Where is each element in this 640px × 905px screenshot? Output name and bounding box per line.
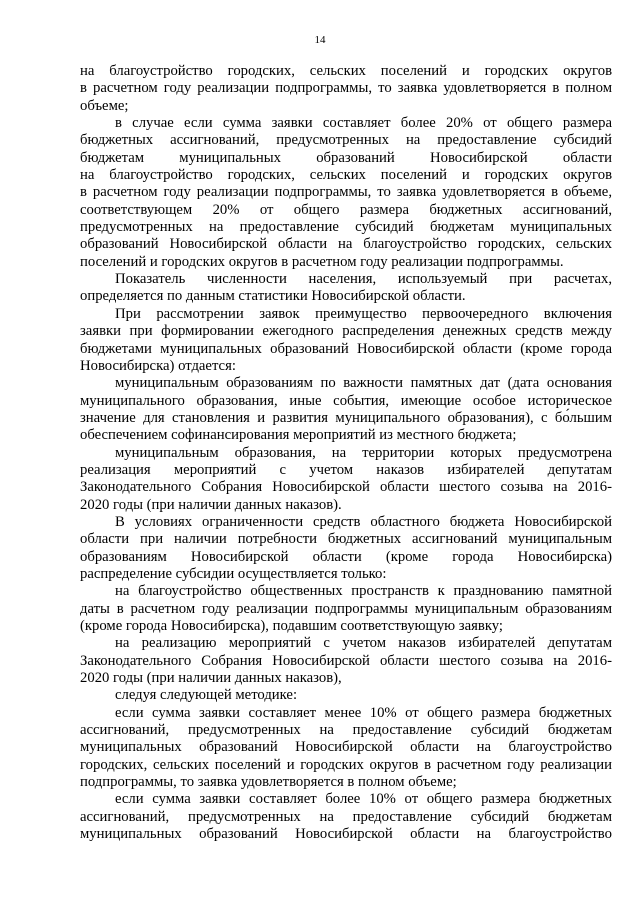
text-line: При рассмотрении заявок преимущество первоочередного включения: [115, 305, 612, 322]
text-line: ассигнований, предусмотренных на предоставление субсидий бюджетам: [80, 808, 612, 825]
text-line: Новосибирска) отдается:: [80, 357, 236, 374]
text-line: объеме;: [80, 97, 129, 114]
text-line: 2020 годы (при наличии данных наказов).: [80, 496, 342, 513]
page-number: 14: [314, 34, 326, 46]
text-line: муниципальных образований Новосибирской области на благоустройство: [80, 739, 612, 756]
text-line: муниципальным образованиям по важности памятных дат (дата основания: [115, 375, 612, 392]
text-line: на реализацию мероприятий с учетом наказов избирателей депутатам: [115, 635, 612, 652]
paragraph: [80, 635, 612, 687]
text-line: определяется по данным статистики Новосибирской области.: [80, 288, 466, 305]
text-line: муниципальным образования, на территории которых предусмотрена: [115, 444, 612, 461]
text-line: если сумма заявки составляет более 10% от общего размера бюджетных: [115, 791, 612, 808]
text-line: бюджетам муниципальных образований Новосибирской области: [80, 149, 612, 166]
paragraph: [80, 791, 612, 843]
text-line: обеспечением софинансирования мероприятий из местного бюджета;: [80, 427, 517, 444]
text-line: бюджетных ассигнований, предусмотренных на предоставление субсидий: [80, 132, 612, 149]
text-line: предусмотренных на предоставление субсидий бюджетам муниципальных: [80, 219, 612, 236]
text-line: заявки при формировании ежегодного распределения денежных средств между: [80, 323, 612, 340]
paragraph: [80, 514, 612, 583]
text-line: Показатель численности населения, используемый при расчетах,: [115, 271, 612, 288]
text-line: в расчетном году реализации подпрограммы, то заявка удовлетворяется в объеме,: [80, 184, 612, 201]
text-line: распределение субсидии осуществляется только:: [80, 565, 387, 582]
text-line: реализация мероприятий с учетом наказов избирателей депутатам: [80, 461, 612, 478]
paragraph: [80, 445, 612, 514]
paragraph: [80, 375, 612, 444]
text-line: (кроме города Новосибирска), подавшим соответствующую заявку;: [80, 618, 503, 634]
text-line: Законодательного Собрания Новосибирской области шестого созыва на 2016-: [80, 652, 612, 669]
paragraph: [80, 115, 612, 271]
paragraph: [80, 271, 612, 306]
text-line: на благоустройство городских, сельских поселений и городских округов: [80, 167, 612, 184]
text-line: В условиях ограниченности средств областного бюджета Новосибирской: [115, 513, 612, 530]
paragraph: [80, 63, 612, 115]
text-line: если сумма заявки составляет менее 10% от общего размера бюджетных: [115, 704, 612, 721]
text-line: образованиям Новосибирской области (кроме города Новосибирска): [80, 548, 612, 565]
paragraph: [80, 583, 612, 635]
text-line: области при наличии потребности бюджетных ассигнований муниципальным: [80, 531, 612, 548]
text-line: в расчетном году реализации подпрограммы, то заявка удовлетворяется в полном: [80, 80, 612, 97]
text-line: следуя следующей методике:: [115, 687, 298, 704]
paragraph: [80, 306, 612, 375]
text-line: подпрограммы, то заявка удовлетворяется в полном объеме;: [80, 774, 457, 791]
text-line: Законодательного Собрания Новосибирской области шестого созыва на 2016-: [80, 479, 612, 496]
text-line: ассигнований, предусмотренных на предоставление субсидий бюджетам: [80, 722, 612, 739]
paragraph: [80, 687, 612, 704]
text-line: на благоустройство городских, сельских поселений и городских округов: [80, 63, 612, 79]
text-line: на благоустройство общественных пространств к празднованию памятной: [115, 583, 612, 600]
text-line: в случае если сумма заявки составляет более 20% от общего размера: [115, 115, 612, 132]
text-line: даты в расчетном году реализации подпрограммы муниципальным образованиям: [80, 600, 612, 617]
text-line: 2020 годы (при наличии данных наказов),: [80, 670, 342, 687]
text-line: соответствующем 20% от общего размера бюджетных ассигнований,: [80, 201, 612, 218]
text-line: поселений и городских округов в расчетном году реализации подпрограммы.: [80, 253, 564, 270]
text-line: городских, сельских поселений и городских округов в расчетном году реализации: [80, 756, 612, 773]
text-line: муниципального образования, иные события, имеющие особое историческое: [80, 392, 612, 409]
text-line: муниципальных образований Новосибирской области на благоустройство: [80, 826, 612, 843]
document-body: [80, 63, 612, 843]
text-line: бюджетами муниципальных образований Новосибирской области (кроме города: [80, 340, 612, 357]
paragraph: [80, 705, 612, 792]
text-line: значение для становления и развития муниципального образования), с бо́льшим: [80, 409, 612, 426]
text-line: образований Новосибирской области на благоустройство городских, сельских: [80, 236, 612, 253]
